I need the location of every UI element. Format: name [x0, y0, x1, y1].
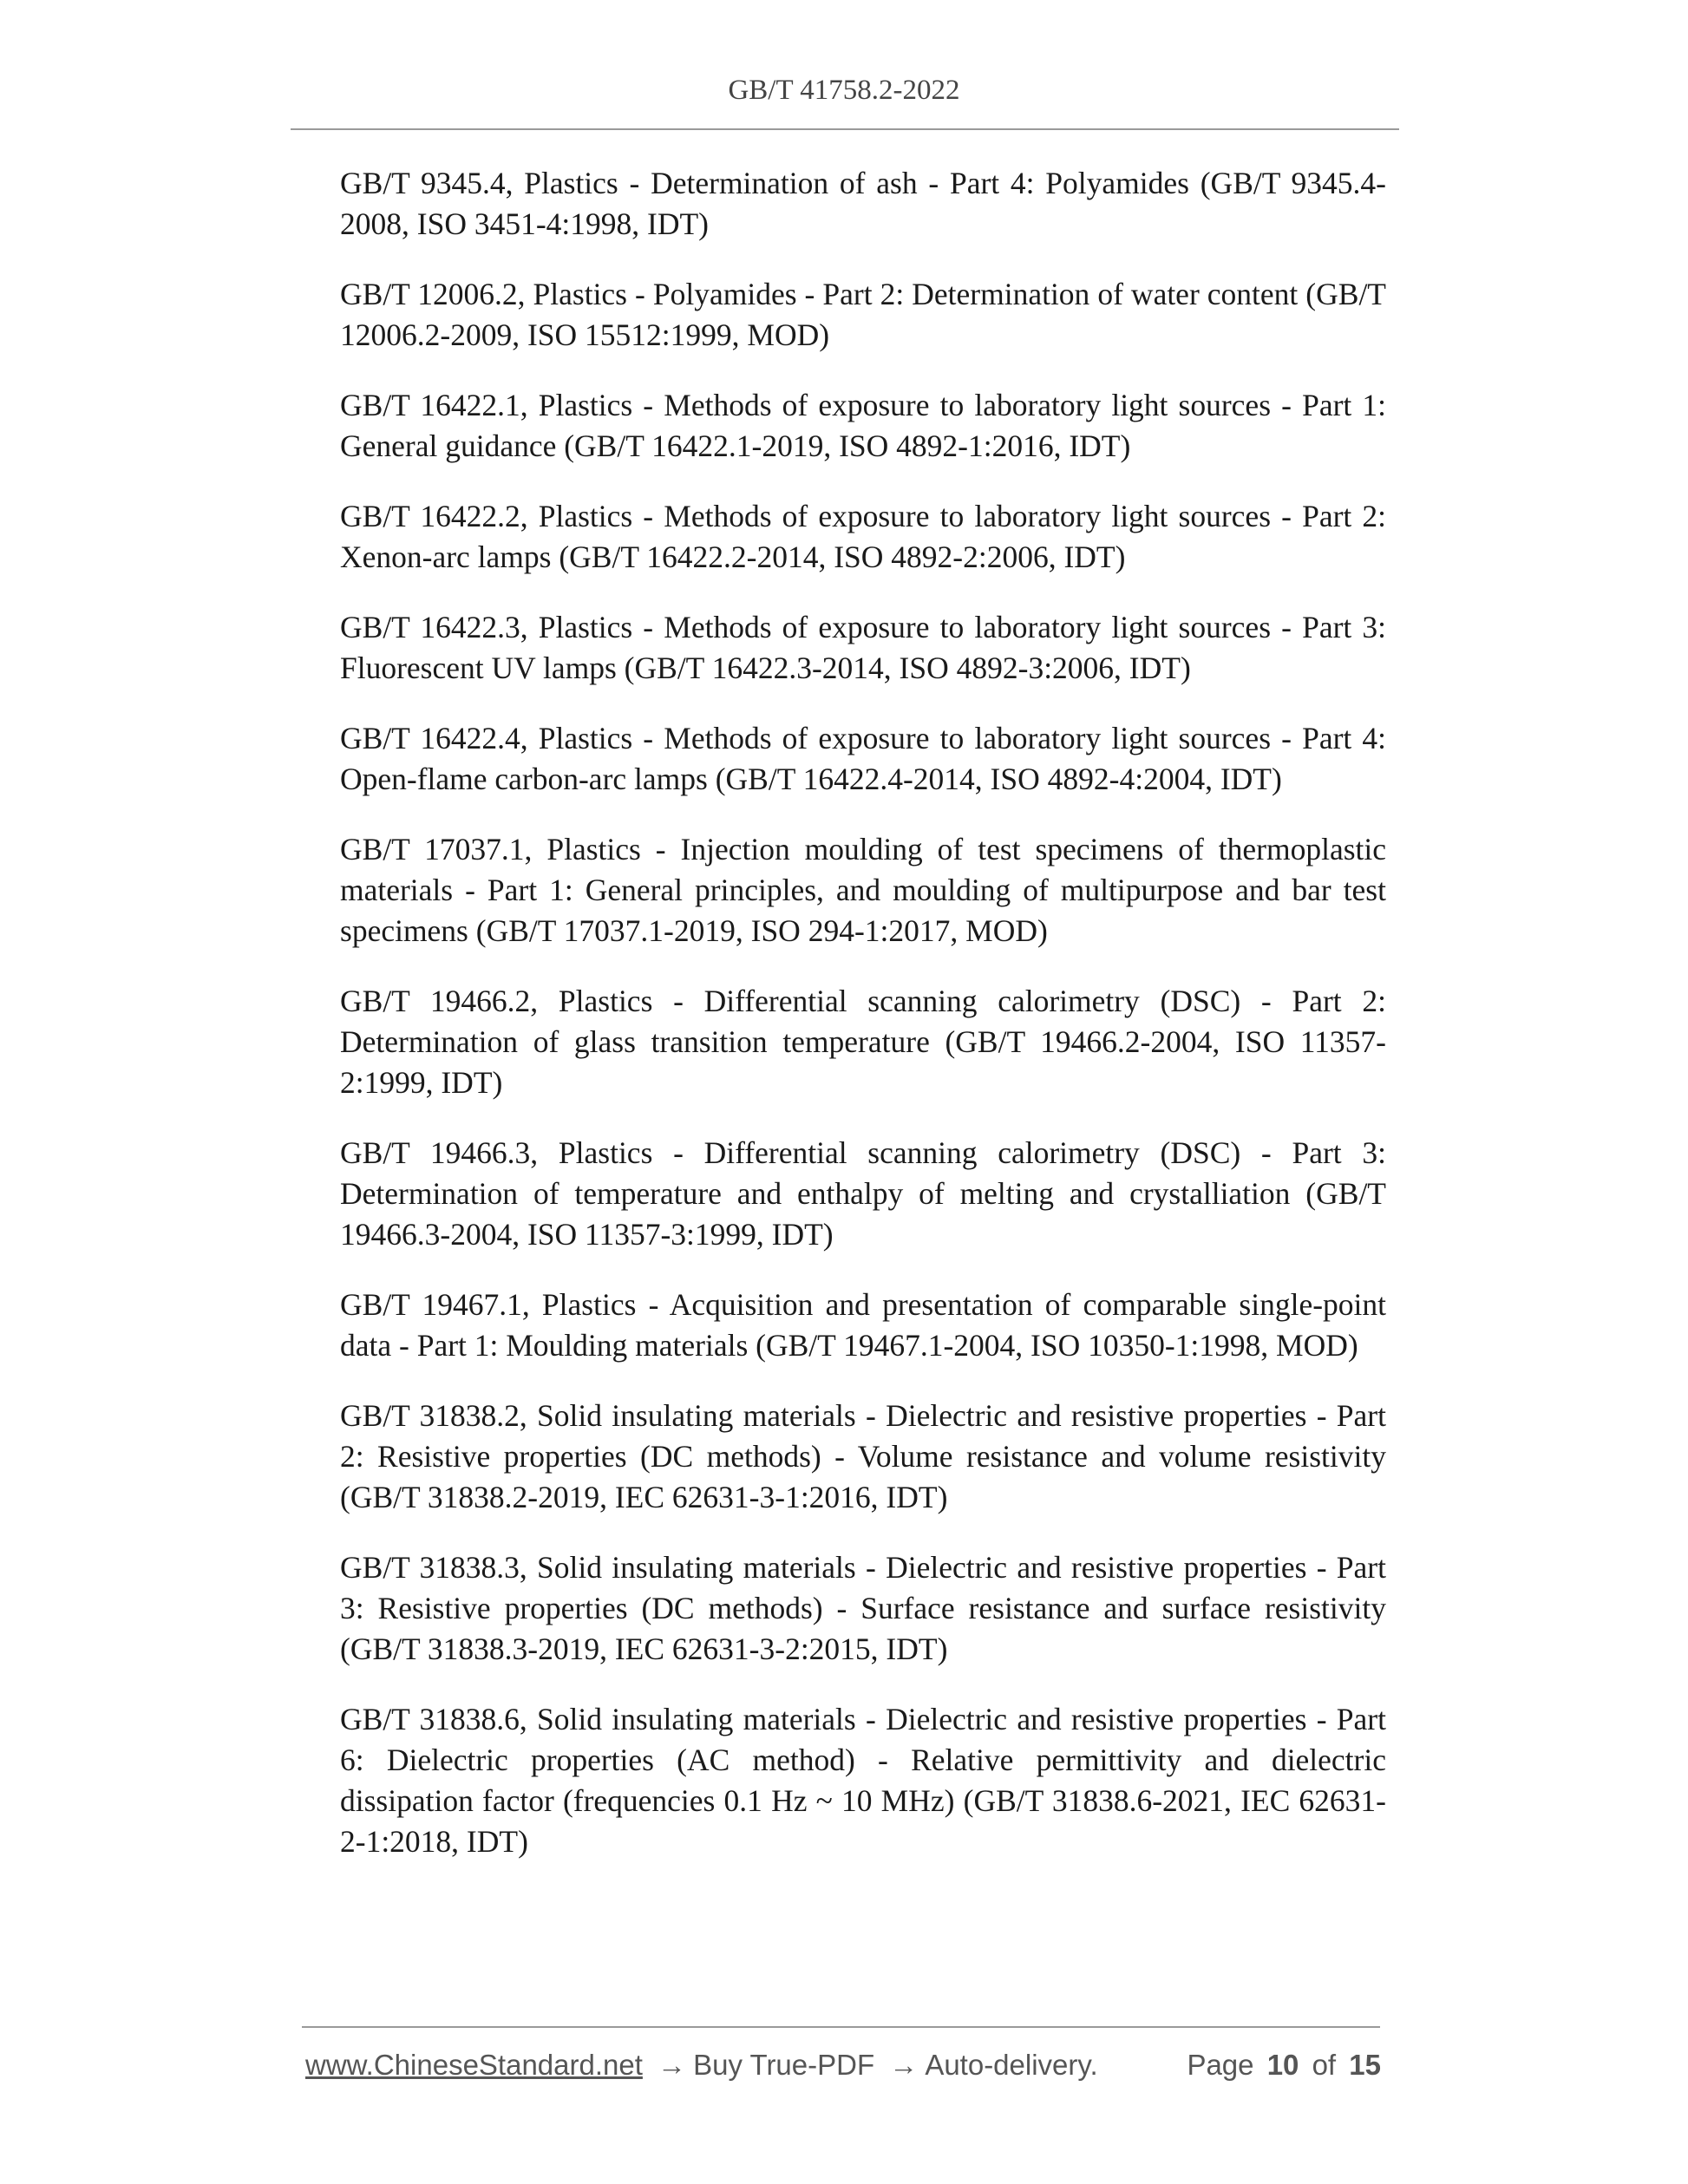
page-of-label: of — [1312, 2049, 1337, 2081]
reference-item: GB/T 19466.2, Plastics - Differential scanning calorimetry (DSC) - Part 2: Determination of glass transition temperature (GB/T 19466.2-2004, ISO 11357-2:1999, IDT) — [340, 984, 1386, 1100]
reference-item: GB/T 9345.4, Plastics - Determination of ash - Part 4: Polyamides (GB/T 9345.4-2008, ISO 3451-4:1998, IDT) — [340, 166, 1386, 241]
header-divider — [291, 128, 1399, 130]
reference-item: GB/T 31838.6, Solid insulating materials - Dielectric and resistive properties - Part 6: Dielectric properties (AC method) - Relative permittivity and dielectric dissipation factor (frequencies 0.1 Hz ~ 10 MHz) (GB/T 31838.6-2021, IEC 62631-2-1:2018, IDT) — [340, 1702, 1386, 1859]
reference-item: GB/T 31838.2, Solid insulating materials - Dielectric and resistive properties - Part 2: Resistive properties (DC methods) - Volume resistance and volume resistivity (GB/T 31838.2-2019, IEC 62631-3-1:2016, IDT) — [340, 1398, 1386, 1514]
page-total: 15 — [1349, 2049, 1381, 2081]
normative-references-list — [340, 163, 1386, 1892]
running-header: GB/T 41758.2-2022 — [728, 75, 960, 106]
reference-item: GB/T 16422.4, Plastics - Methods of exposure to laboratory light sources - Part 4: Open-flame carbon-arc lamps (GB/T 16422.4-2014, ISO 4892-4:2004, IDT) — [340, 721, 1386, 796]
reference-item: GB/T 16422.1, Plastics - Methods of exposure to laboratory light sources - Part 1: General guidance (GB/T 16422.1-2019, ISO 4892-1:2016, IDT) — [340, 388, 1386, 463]
website-link[interactable]: www.ChineseStandard.net — [305, 2049, 643, 2081]
reference-item: GB/T 31838.3, Solid insulating materials - Dielectric and resistive properties - Part 3: Resistive properties (DC methods) - Surface resistance and surface resistivity (GB/T 31838.3-2019, IEC 62631-3-2:2015, IDT) — [340, 1550, 1386, 1666]
footer-divider — [302, 2026, 1380, 2028]
reference-item: GB/T 16422.2, Plastics - Methods of exposure to laboratory light sources - Part 2: Xenon-arc lamps (GB/T 16422.2-2014, ISO 4892-2:2006, IDT) — [340, 499, 1386, 574]
arrow-right-icon: → — [889, 2049, 919, 2081]
reference-item: GB/T 19467.1, Plastics - Acquisition and presentation of comparable single-point data - Part 1: Moulding materials (GB/T 19467.1-2004, ISO 10350-1:1998, MOD) — [340, 1287, 1386, 1363]
footer-promo — [305, 2049, 1098, 2082]
reference-item: GB/T 12006.2, Plastics - Polyamides - Part 2: Determination of water content (GB/T 12006.2-2009, ISO 15512:1999, MOD) — [340, 277, 1386, 352]
page-label: Page — [1187, 2049, 1254, 2081]
buy-true-pdf-text: Buy True-PDF — [693, 2049, 875, 2081]
auto-delivery-text: Auto-delivery. — [925, 2049, 1098, 2081]
arrow-right-icon: → — [658, 2049, 687, 2081]
page-footer — [305, 2049, 1381, 2092]
page-number — [1181, 2049, 1381, 2082]
reference-item: GB/T 17037.1, Plastics - Injection moulding of test specimens of thermoplastic materials - Part 1: General principles, and moulding of multipurpose and bar test specimens (GB/T 17037.1-2019, ISO 294-1:2017, MOD) — [340, 832, 1386, 948]
page-current: 10 — [1266, 2049, 1299, 2081]
reference-item: GB/T 16422.3, Plastics - Methods of exposure to laboratory light sources - Part 3: Fluorescent UV lamps (GB/T 16422.3-2014, ISO 4892-3:2006, IDT) — [340, 610, 1386, 685]
reference-item: GB/T 19466.3, Plastics - Differential scanning calorimetry (DSC) - Part 3: Determination of temperature and enthalpy of melting and crystalliation (GB/T 19466.3-2004, ISO 11357-3:1999, IDT) — [340, 1135, 1386, 1252]
